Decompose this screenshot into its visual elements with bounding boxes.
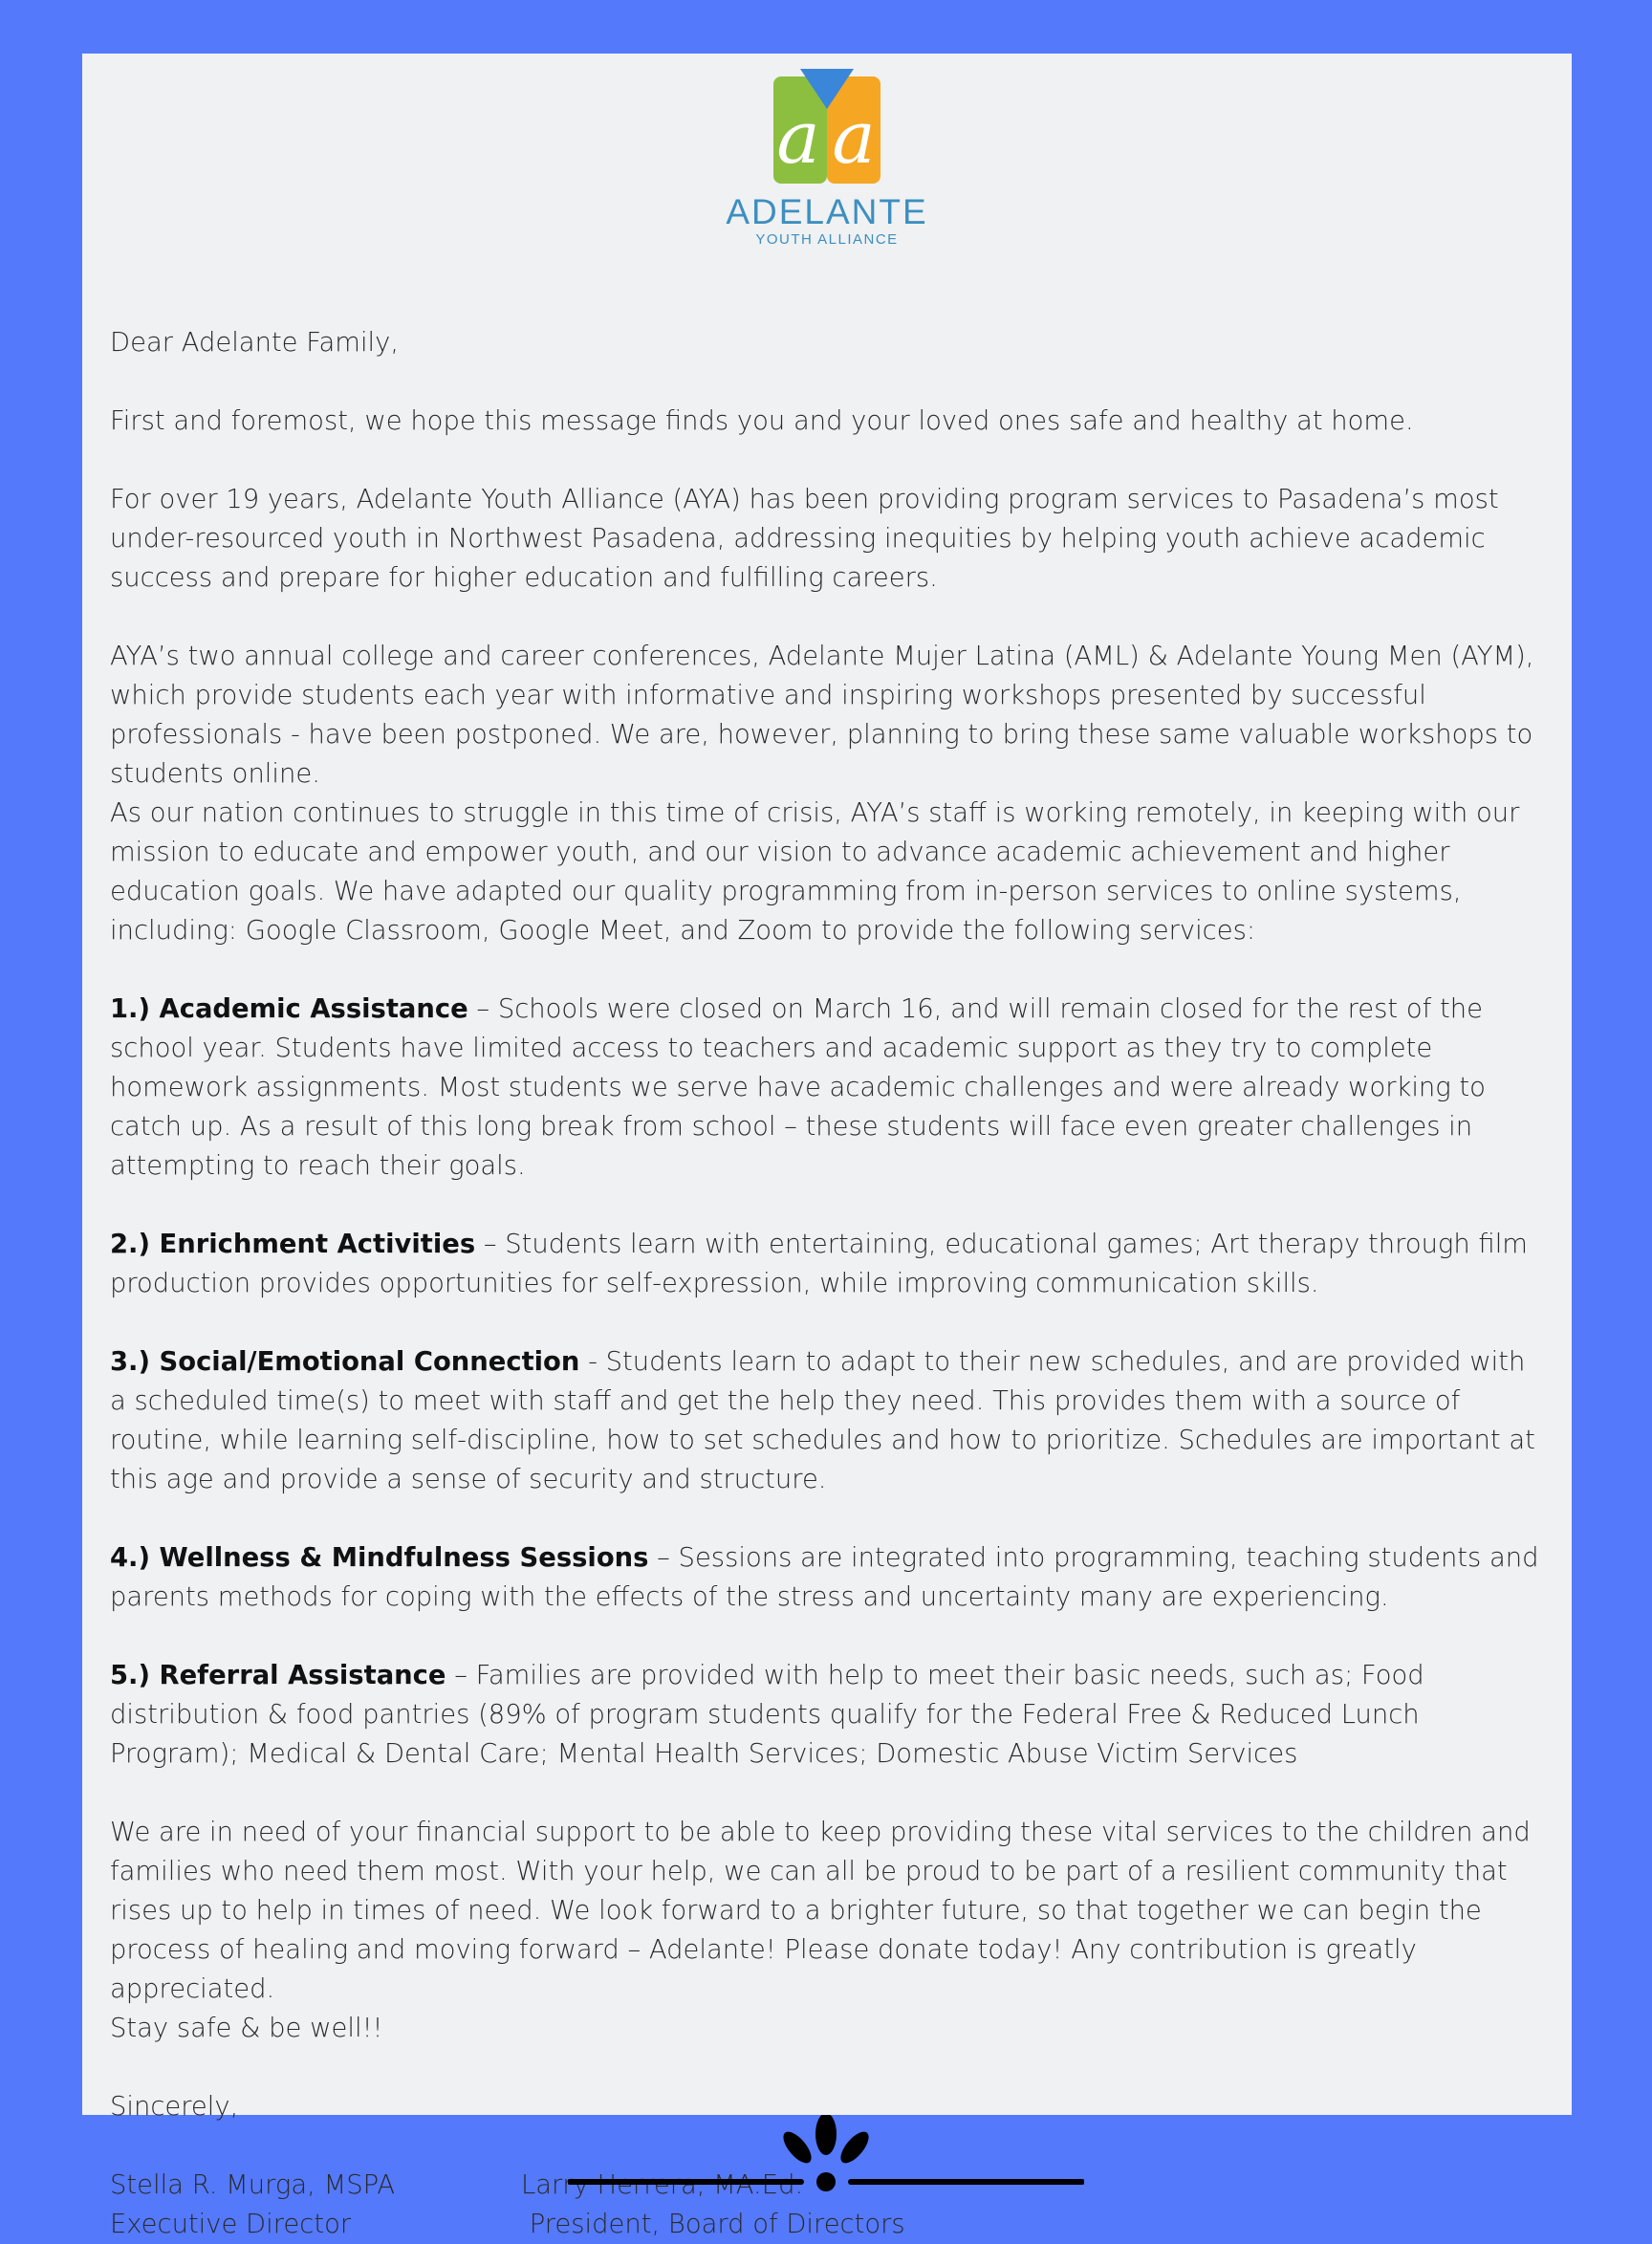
service-title: 3.) Social/Emotional Connection (110, 1347, 580, 1377)
closing: Sincerely, (110, 2092, 239, 2122)
service-item (110, 1225, 1549, 1303)
service-text: – Students learn with entertaining, educational games; Art therapy through film production provides opportunities for self-expression, while improving communication skills. (110, 1230, 1528, 1298)
service-title: 5.) Referral Assistance (110, 1661, 446, 1690)
aa-logo-icon (760, 69, 894, 187)
service-item (110, 1538, 1549, 1617)
salutation: Dear Adelante Family, (110, 328, 400, 358)
signer-name: Larry Herrera, MA.Ed. (521, 2170, 804, 2200)
service-text: – Sessions are integrated into programming, teaching students and parents methods for coping with the effects of the stress and uncertainty many are experiencing. (110, 1543, 1539, 1612)
logo-name: ADELANTE (726, 192, 928, 231)
paragraph-stay-safe: Stay safe & be well!! (110, 2014, 383, 2043)
signer-titles (110, 2205, 1549, 2244)
service-title: 4.) Wellness & Mindfulness Sessions (110, 1543, 649, 1573)
service-item (110, 1656, 1549, 1774)
decorative-flourish-icon (568, 2115, 1084, 2203)
service-text: – Families are provided with help to meet their basic needs, such as; Food distribution & food pantries (89% of program students qualify for the Federal Free & Reduced Lunch Program); Medical & Dental Care; Mental Health Services; Domestic Abuse Victim Services (110, 1661, 1424, 1769)
paragraph-intro: First and foremost, we hope this message finds you and your loved ones safe and healthy at home. (110, 406, 1414, 436)
paragraph-appeal: We are in need of your financial support to be able to keep providing these vital services to the children and families who need them most. With your help, we can all be proud to be part of a resilient community that rises up to help in times of need. We look forward to a brighter future, so that together we can begin the process of healing and moving forward – Adelante! Please donate today! Any contribution is greatly appreciated. (110, 1818, 1531, 2004)
paragraph-conferences: AYA’s two annual college and career conferences, Adelante Mujer Latina (AML) & Adelante Young Men (AYM), which provide students each year with informative and inspiring workshops presented by successful professionals - have been postponed. We are, however, planning to bring these same valuable workshops to students online. (110, 642, 1534, 789)
paragraph-history: For over 19 years, Adelante Youth Alliance (AYA) has been providing program services to Pasadena’s most under-resourced youth in Northwest Pasadena, addressing inequities by helping youth achieve academic success and prepare for higher education and fulfilling careers. (110, 485, 1499, 593)
service-text: - Students learn to adapt to their new schedules, and are provided with a scheduled time(s) to meet with staff and get the help they need. This provides them with a source of routine, while learning self-discipline, how to set schedules and how to prioritize. Schedules are important at this age and provide a sense of security and structure. (110, 1347, 1535, 1494)
letter-body (110, 323, 1549, 2244)
service-item (110, 1342, 1549, 1499)
service-text: – Schools were closed on March 16, and will remain closed for the rest of the school year. Students have limited access to teachers and academic support as they try to complete homework assignments. Most students we serve have academic challenges and were already working to catch up. As a result of this long break from school – these students will face even greater challenges in attempting to reach their goals. (110, 994, 1486, 1181)
adelante-logo (82, 69, 1572, 249)
svg-text:a: a (776, 95, 820, 180)
svg-text:a: a (832, 95, 876, 180)
letter-paper (82, 54, 1572, 2239)
service-title: 2.) Enrichment Activities (110, 1230, 476, 1259)
signer-title: Executive Director (110, 2210, 352, 2239)
paragraph-remote-work: As our nation continues to struggle in this time of crisis, AYA’s staff is working remotely, in keeping with our mission to educate and empower youth, and our vision to advance academic achievement and higher education goals. We have adapted our quality programming from in-person services to online systems, including: Google Classroom, Google Meet, and Zoom to provide the following services: (110, 798, 1520, 946)
service-item (110, 990, 1549, 1186)
signer-name: Stella R. Murga, MSPA (110, 2170, 396, 2200)
service-title: 1.) Academic Assistance (110, 994, 468, 1024)
logo-subtitle: YOUTH ALLIANCE (755, 231, 899, 248)
signer-title: President, Board of Directors (521, 2210, 905, 2239)
